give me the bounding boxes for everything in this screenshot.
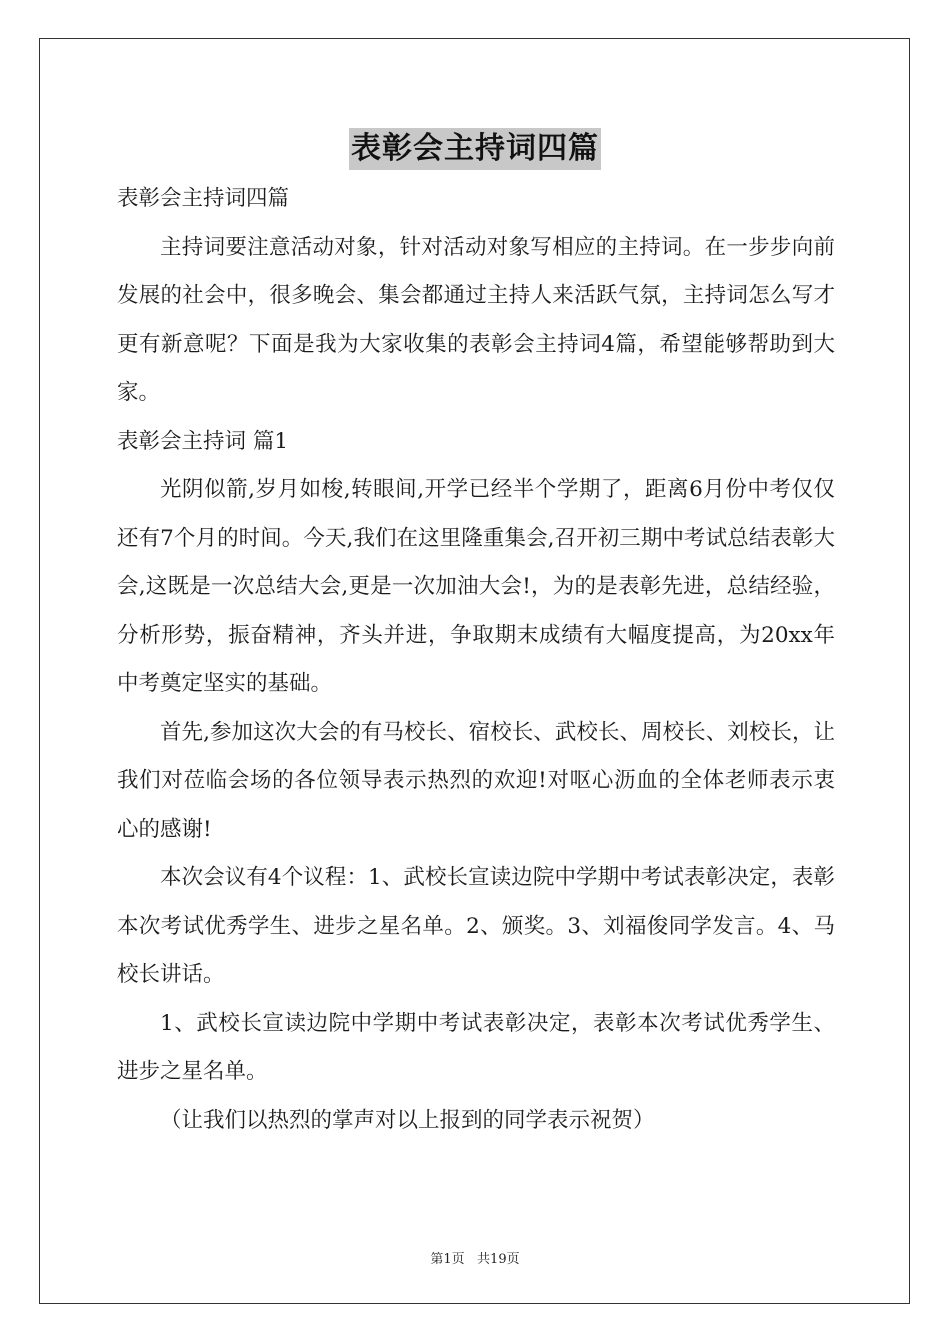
body-paragraph: 光阴似箭,岁月如梭,转眼间,开学已经半个学期了，距离6月份中考仅仅还有7个月的时间。今天,我们在这里隆重集会,召开初三期中考试总结表彰大会,这既是一次总结大会,更是一次加油大会!，为的是表彰先进，总结经验，分析形势，振奋精神，齐头并进，争取期末成绩有大幅度提高，为20xx年中考奠定坚实的基础。: [117, 477, 835, 696]
document-body: [117, 175, 835, 1145]
section-heading-1: 表彰会主持词 篇1: [117, 428, 289, 454]
page-number: 第1页 共19页: [430, 1252, 520, 1267]
document-title: 表彰会主持词四篇: [349, 128, 601, 170]
page-footer: [0, 1248, 950, 1267]
title-container: [0, 128, 950, 170]
body-paragraph: 首先,参加这次大会的有马校长、宿校长、武校长、周校长、刘校长，让我们对莅临会场的各位领导表示热烈的欢迎!对呕心沥血的全体老师表示衷心的感谢!: [117, 719, 835, 842]
body-paragraph: 本次会议有4个议程：1、武校长宣读边院中学期中考试表彰决定，表彰本次考试优秀学生、进步之星名单。2、颁奖。3、刘福俊同学发言。4、马校长讲话。: [117, 865, 835, 987]
intro-paragraph: 主持词要注意活动对象，针对活动对象写相应的主持词。在一步步向前发展的社会中，很多晚会、集会都通过主持人来活跃气氛，主持词怎么写才更有新意呢？下面是我为大家收集的表彰会主持词4篇，希望能够帮助到大家。: [117, 234, 835, 405]
subtitle-heading: 表彰会主持词四篇: [117, 186, 290, 211]
body-paragraph: （让我们以热烈的掌声对以上报到的同学表示祝贺）: [160, 1107, 655, 1133]
body-paragraph: 1、武校长宣读边院中学期中考试表彰决定，表彰本次考试优秀学生、进步之星名单。: [117, 1010, 835, 1084]
